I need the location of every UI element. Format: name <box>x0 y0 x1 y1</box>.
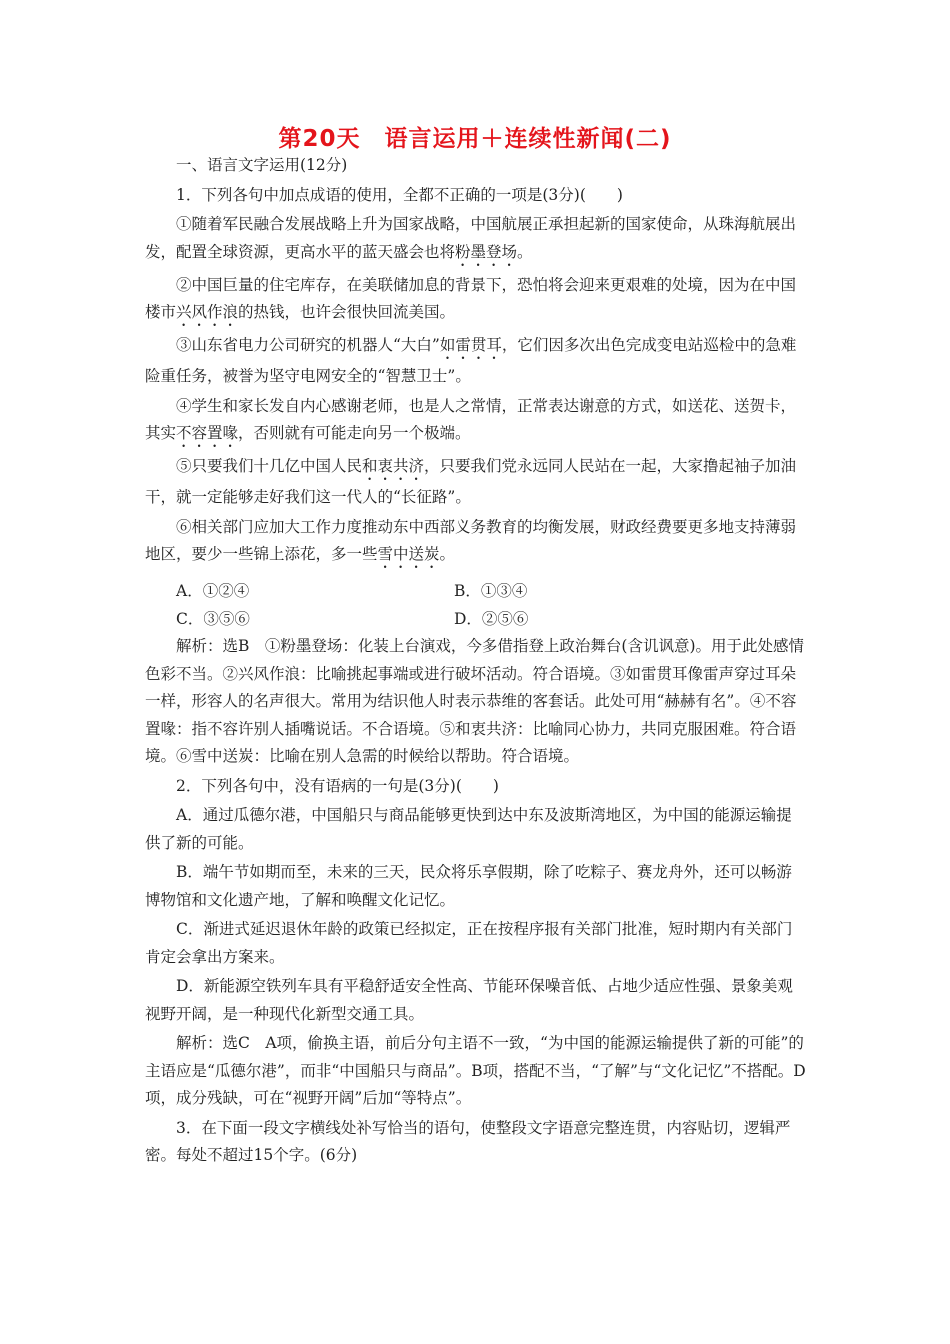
idiom: 粉墨登场 <box>455 242 518 261</box>
idiom: 如雷贯耳 <box>439 336 502 354</box>
idiom: 不容置喙 <box>176 424 239 442</box>
page-title: 第20天 语言运用＋连续性新闻(二) <box>278 126 672 152</box>
option-a: A．①②④ <box>176 582 250 600</box>
q1-sentence-3: ③山东省电力公司研究的机器人“大白”如雷贯耳，它们因多次出色完成变电站巡检中的急难险重任务，被誉为坚守电网安全的“智慧卫士”。 <box>145 336 797 385</box>
question-2-stem: 2．下列各句中，没有语病的一句是(3分)( ) <box>176 776 499 795</box>
question-1-stem: 1．下列各句中加点成语的使用，全都不正确的一项是(3分)( ) <box>176 185 623 204</box>
q2-analysis: 解析：选C A项，偷换主语，前后分句主语不一致，“为中国的能源运输提供了新的可能”的主语应是“瓜德尔港”，而非“中国船只与商品”。B项，搭配不当，“了解”与“文化记忆”不搭配。D项，成分残缺，可在“视野开阔”后加“等特点”。 <box>145 1034 806 1107</box>
option-b: B．①③④ <box>454 582 528 600</box>
q1-sentence-4: ④学生和家长发自内心感谢老师，也是人之常情，正常表达谢意的方式，如送花、送贺卡，其实不容置喙，否则就有可能走向另一个极端。 <box>145 396 797 442</box>
idiom: 雪中送炭 <box>377 545 440 563</box>
q1-options-row-2 <box>145 606 807 634</box>
option-c: C．③⑤⑥ <box>176 609 250 628</box>
idiom: 和衷共济 <box>362 457 425 475</box>
q2-option-d: D．新能源空铁列车具有平稳舒适安全性高、节能环保噪音低、占地少适应性强、景象美观视野开阔，是一种现代化新型交通工具。 <box>145 977 793 1023</box>
question-3-stem: 3．在下面一段文字横线处补写恰当的语句，使整段文字语意完整连贯，内容贴切，逻辑严密。每处不超过15个字。(6分) <box>145 1118 791 1164</box>
option-d: D．②⑤⑥ <box>454 609 529 628</box>
q1-sentence-2: ②中国巨量的住宅库存，在美联储加息的背景下，恐怕将会迎来更艰难的处境，因为在中国楼市兴风作浪的热钱，也许会很快回流美国。 <box>145 275 797 321</box>
q1-options-row-1 <box>145 578 807 606</box>
section-heading: 一、语言文字运用(12分) <box>176 156 348 174</box>
document-body <box>145 152 807 1172</box>
q1-sentence-5: ⑤只要我们十几亿中国人民和衷共济，只要我们党永远同人民站在一起，大家撸起袖子加油干，就一定能够走好我们这一代人的“长征路”。 <box>145 457 797 506</box>
q2-option-b: B．端午节如期而至，未来的三天，民众将乐享假期，除了吃粽子、赛龙舟外，还可以畅游博物馆和文化遗产地，了解和唤醒文化记忆。 <box>145 863 792 909</box>
idiom: 兴风作浪 <box>176 303 239 321</box>
q1-analysis: 解析：选B ①粉墨登场：化装上台演戏，今多借指登上政治舞台(含讥讽意)。用于此处感情色彩不当。②兴风作浪：比喻挑起事端或进行破坏活动。符合语境。③如雷贯耳像雷声穿过耳朵一样，形容人的名声很大。常用为结识他人时表示恭维的客套话。此处可用“赫赫有名”。④不容置喙：指不容许别人插嘴说话。不合语境。⑤和衷共济：比喻同心协力，共同克服困难。符合语境。⑥雪中送炭：比喻在别人急需的时候给以帮助。符合语境。 <box>145 637 804 765</box>
q1-sentence-6: ⑥相关部门应加大工作力度推动东中西部义务教育的均衡发展，财政经费要更多地支持薄弱地区，要少一些锦上添花，多一些雪中送炭。 <box>145 517 797 563</box>
q2-option-c: C．渐进式延迟退休年龄的政策已经拟定，正在按程序报有关部门批准，短时期内有关部门肯定会拿出方案来。 <box>145 920 793 966</box>
q1-sentence-1: ①随着军民融合发展战略上升为国家战略，中国航展正承担起新的国家使命，从珠海航展出发，配置全球资源，更高水平的蓝天盛会也将粉墨登场。 <box>145 215 797 261</box>
q2-option-a: A．通过瓜德尔港，中国船只与商品能够更快到达中东及波斯湾地区，为中国的能源运输提供了新的可能。 <box>145 806 792 852</box>
